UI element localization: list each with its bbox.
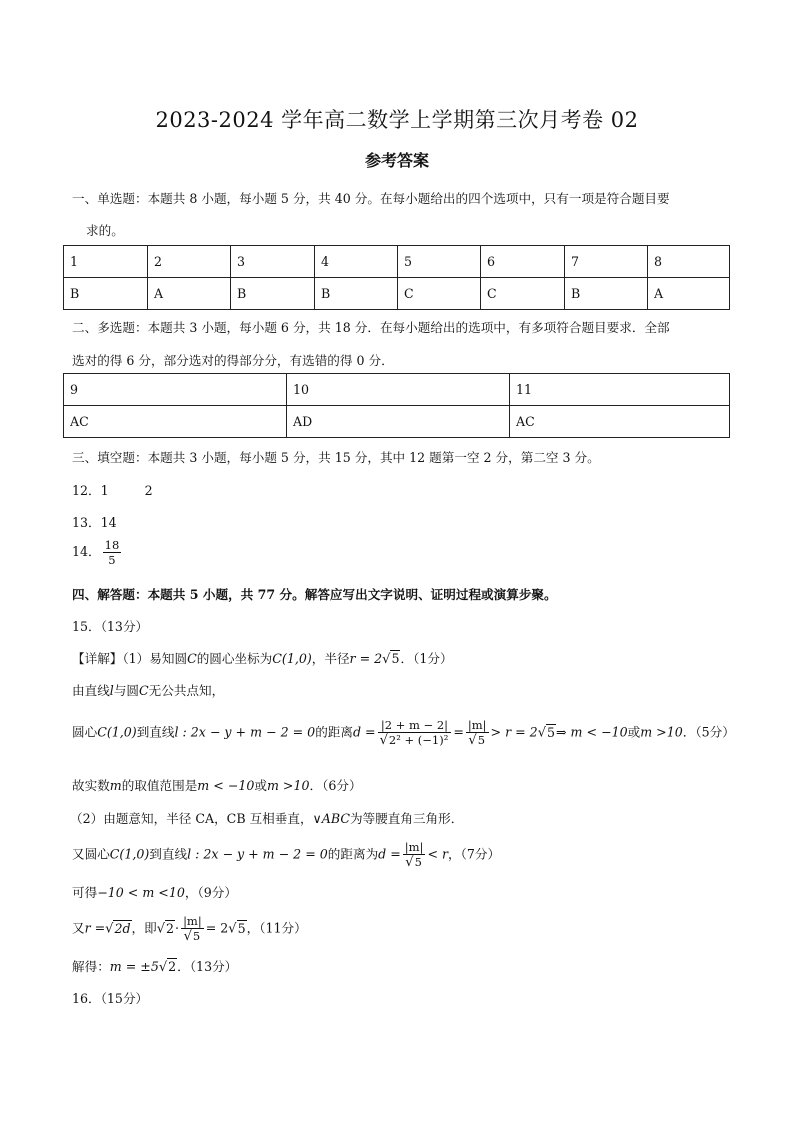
table-answer-cell: B [231,278,315,310]
sqrt-icon: √ [468,733,477,748]
q14-numerator: 18 [104,538,120,552]
q14-number: 14． [72,544,101,559]
text-fragment: ．（13分） [177,959,238,974]
table-header-cell: 3 [231,246,315,278]
distance-fraction [378,718,452,748]
table-answer-cell: AC [510,406,730,438]
math-radicand: 5 [477,733,486,747]
math-expr: r = 2 [349,651,383,666]
sqrt-icon: √ [228,921,237,937]
page-title: 2023-2024 学年高二数学上学期第三次月考卷 02 [155,108,639,132]
solution-line-4 [72,775,362,794]
section2-intro-line2: 选对的得 6 分，部分选对的得部分分，有选错的得 0 分． [72,353,394,368]
text-fragment: 的距离为 [327,846,379,862]
fraction-denominator [403,855,426,870]
solution-line-5 [70,808,463,827]
table-answer-cell: C [481,278,565,310]
text-fragment: （2）由题意知，半径 CA，CB 互相垂直， [70,811,313,826]
math-var: m [109,778,122,793]
text-fragment: 由直线 [72,683,110,698]
fraction-denominator [181,929,204,944]
table-row [64,406,730,438]
solution-line-3 [72,718,735,748]
text-fragment: ，（7分） [448,846,501,862]
math-expr: d = [352,724,376,740]
text-fragment: ．（6分） [309,778,362,793]
math-operator: · [175,920,180,936]
question-15-header: 15．（13分） [72,619,149,634]
math-expr: m < −10 [197,778,255,793]
fraction-numerator: |m| [467,718,487,732]
table-answer-cell: B [64,278,148,310]
table-header-cell: 10 [287,374,510,406]
equation-fraction [181,914,204,944]
math-expr: ∨ABC [312,811,350,826]
text-fragment: 与圆 [113,683,139,698]
math-var: l [109,683,114,698]
text-fragment: ，（9分） [184,885,237,900]
text-fragment: 或 [254,778,267,793]
text-fragment: 【详解】（1）易知圆 [72,651,188,666]
math-expr: d = [378,846,401,862]
sqrt-icon: √ [537,725,546,741]
question-16-header: 16．（15分） [72,991,149,1006]
text-fragment: 可得 [72,885,98,900]
text-fragment: 又 [72,920,85,936]
math-radicand: 2 [168,959,177,974]
fraction-numerator: |m| [404,840,424,854]
fraction-numerator: |2 + m − 2| [378,718,452,733]
sqrt-icon: √ [379,733,388,748]
math-radicand: 2² + (−1)² [388,733,449,747]
page-subtitle: 参考答案 [364,151,429,170]
table-row [64,278,730,310]
math-expr: C(1,0) [97,724,137,740]
math-var: C [187,651,197,666]
fraction-denominator [378,733,452,748]
text-fragment: = [453,724,464,740]
text-fragment: 故实数 [72,778,110,793]
math-radicand: 2d [114,920,131,936]
sqrt-icon: √ [156,921,166,937]
distance-fraction-simplified [466,718,489,748]
table-header-cell: 7 [565,246,648,278]
table-answer-cell: AD [287,406,510,438]
math-expr: −10 < m <10 [97,885,185,900]
answer-q13 [72,512,117,531]
math-radicand: 5 [192,929,201,943]
table-answer-cell: A [148,278,231,310]
text-fragment: ，（11分） [246,920,307,936]
answer-q14 [72,538,123,567]
text-fragment: 为等腰直角三角形． [349,811,464,826]
sqrt-icon: √ [158,960,168,975]
sqrt-icon: √ [183,929,192,944]
table-header-cell: 6 [481,246,565,278]
table-header-cell: 4 [315,246,398,278]
solution-line-2 [72,680,224,699]
text-fragment: 到直线 [149,846,188,862]
math-radicand: 5 [546,724,555,740]
sqrt-icon: √ [382,652,391,667]
math-expr: m = ±5 [109,959,159,974]
q12-second-blank: 2 [144,483,153,498]
table-header-cell: 8 [648,246,730,278]
q14-fraction [103,538,122,567]
math-expr: l : 2x − y + m − 2 = 0 [187,846,328,862]
table-answer-cell: B [315,278,398,310]
text-fragment: 或 [627,724,641,740]
math-radicand: 5 [391,651,400,666]
table-answer-cell: A [648,278,730,310]
q13-answer: 14 [100,515,117,530]
table-header-cell: 5 [398,246,481,278]
math-expr: C(1,0) [109,846,150,862]
math-radicand: 5 [237,920,246,936]
math-expr: l : 2x − y + m − 2 = 0 [174,724,316,740]
table-answer-cell: AC [64,406,287,438]
q12-first-blank: 1 [100,483,109,498]
solution-line-8 [72,914,307,944]
q12-number: 12． [72,483,101,498]
math-expr: ⇒ m < −10 [556,724,628,740]
math-expr: m >10 [266,778,310,793]
q13-number: 13． [72,515,101,530]
table-header-cell: 1 [64,246,148,278]
fraction-denominator [466,733,489,748]
section1-intro-line2: 求的。 [86,223,124,238]
text-fragment: 又圆心 [72,846,110,862]
math-radicand: 5 [414,855,422,869]
section4-intro: 四、解答题：本题共 5 小题，共 77 分。解答应写出文字说明、证明过程或演算步聚。 [72,587,557,602]
solution-line-9 [72,956,237,975]
multi-choice-answer-table [63,373,730,438]
text-fragment: 解得： [72,959,110,974]
text-fragment: 到直线 [136,724,175,740]
math-var: C [139,683,149,698]
section3-intro: 三、填空题：本题共 3 小题，每小题 5 分，共 15 分，其中 12 题第一空 2 分，第二空 3 分。 [72,450,600,465]
solution-line-7 [72,882,237,901]
text-fragment: ．（5分） [682,724,735,740]
text-fragment: 的取值范围是 [121,778,198,793]
text-fragment: ，即 [131,920,157,936]
single-choice-answer-table [63,245,730,310]
text-fragment: 圆心 [72,724,98,740]
math-radicand: 2 [166,920,175,936]
math-expr: m >10 [640,724,683,740]
q14-denominator: 5 [108,553,116,567]
sqrt-icon: √ [105,921,114,937]
table-header-cell: 2 [148,246,231,278]
table-header-cell: 11 [510,374,730,406]
text-fragment: ，半径 [311,651,350,666]
table-answer-cell: B [565,278,648,310]
distance-fraction [403,840,426,870]
text-fragment: 的距离 [315,724,353,740]
solution-line-1 [72,648,453,667]
table-row [64,374,730,406]
sqrt-icon: √ [405,855,414,870]
text-fragment: 无公共点知， [148,683,225,698]
fraction-numerator: |m| [183,914,202,928]
solution-line-6 [72,840,500,870]
section1-intro-line1: 一、单选题：本题共 8 小题，每小题 5 分，共 40 分。在每小题给出的四个选项中，只有一项是符合题目要 [72,191,670,206]
math-expr: C(1,0) [272,651,312,666]
math-expr: r = [84,920,106,936]
section2-intro-line1: 二、多选题：本题共 3 小题，每小题 6 分，共 18 分．在每小题给出的选项中，有多项符合题目要求．全部 [72,320,670,335]
math-expr: = 2 [205,920,229,936]
table-answer-cell: C [398,278,481,310]
answer-q12 [72,480,153,499]
table-row [64,246,730,278]
text-fragment: ．（1分） [400,651,453,666]
text-fragment: 的圆心坐标为 [196,651,273,666]
math-expr: < r [427,846,449,862]
math-expr: > r = 2 [490,724,538,740]
table-header-cell: 9 [64,374,287,406]
